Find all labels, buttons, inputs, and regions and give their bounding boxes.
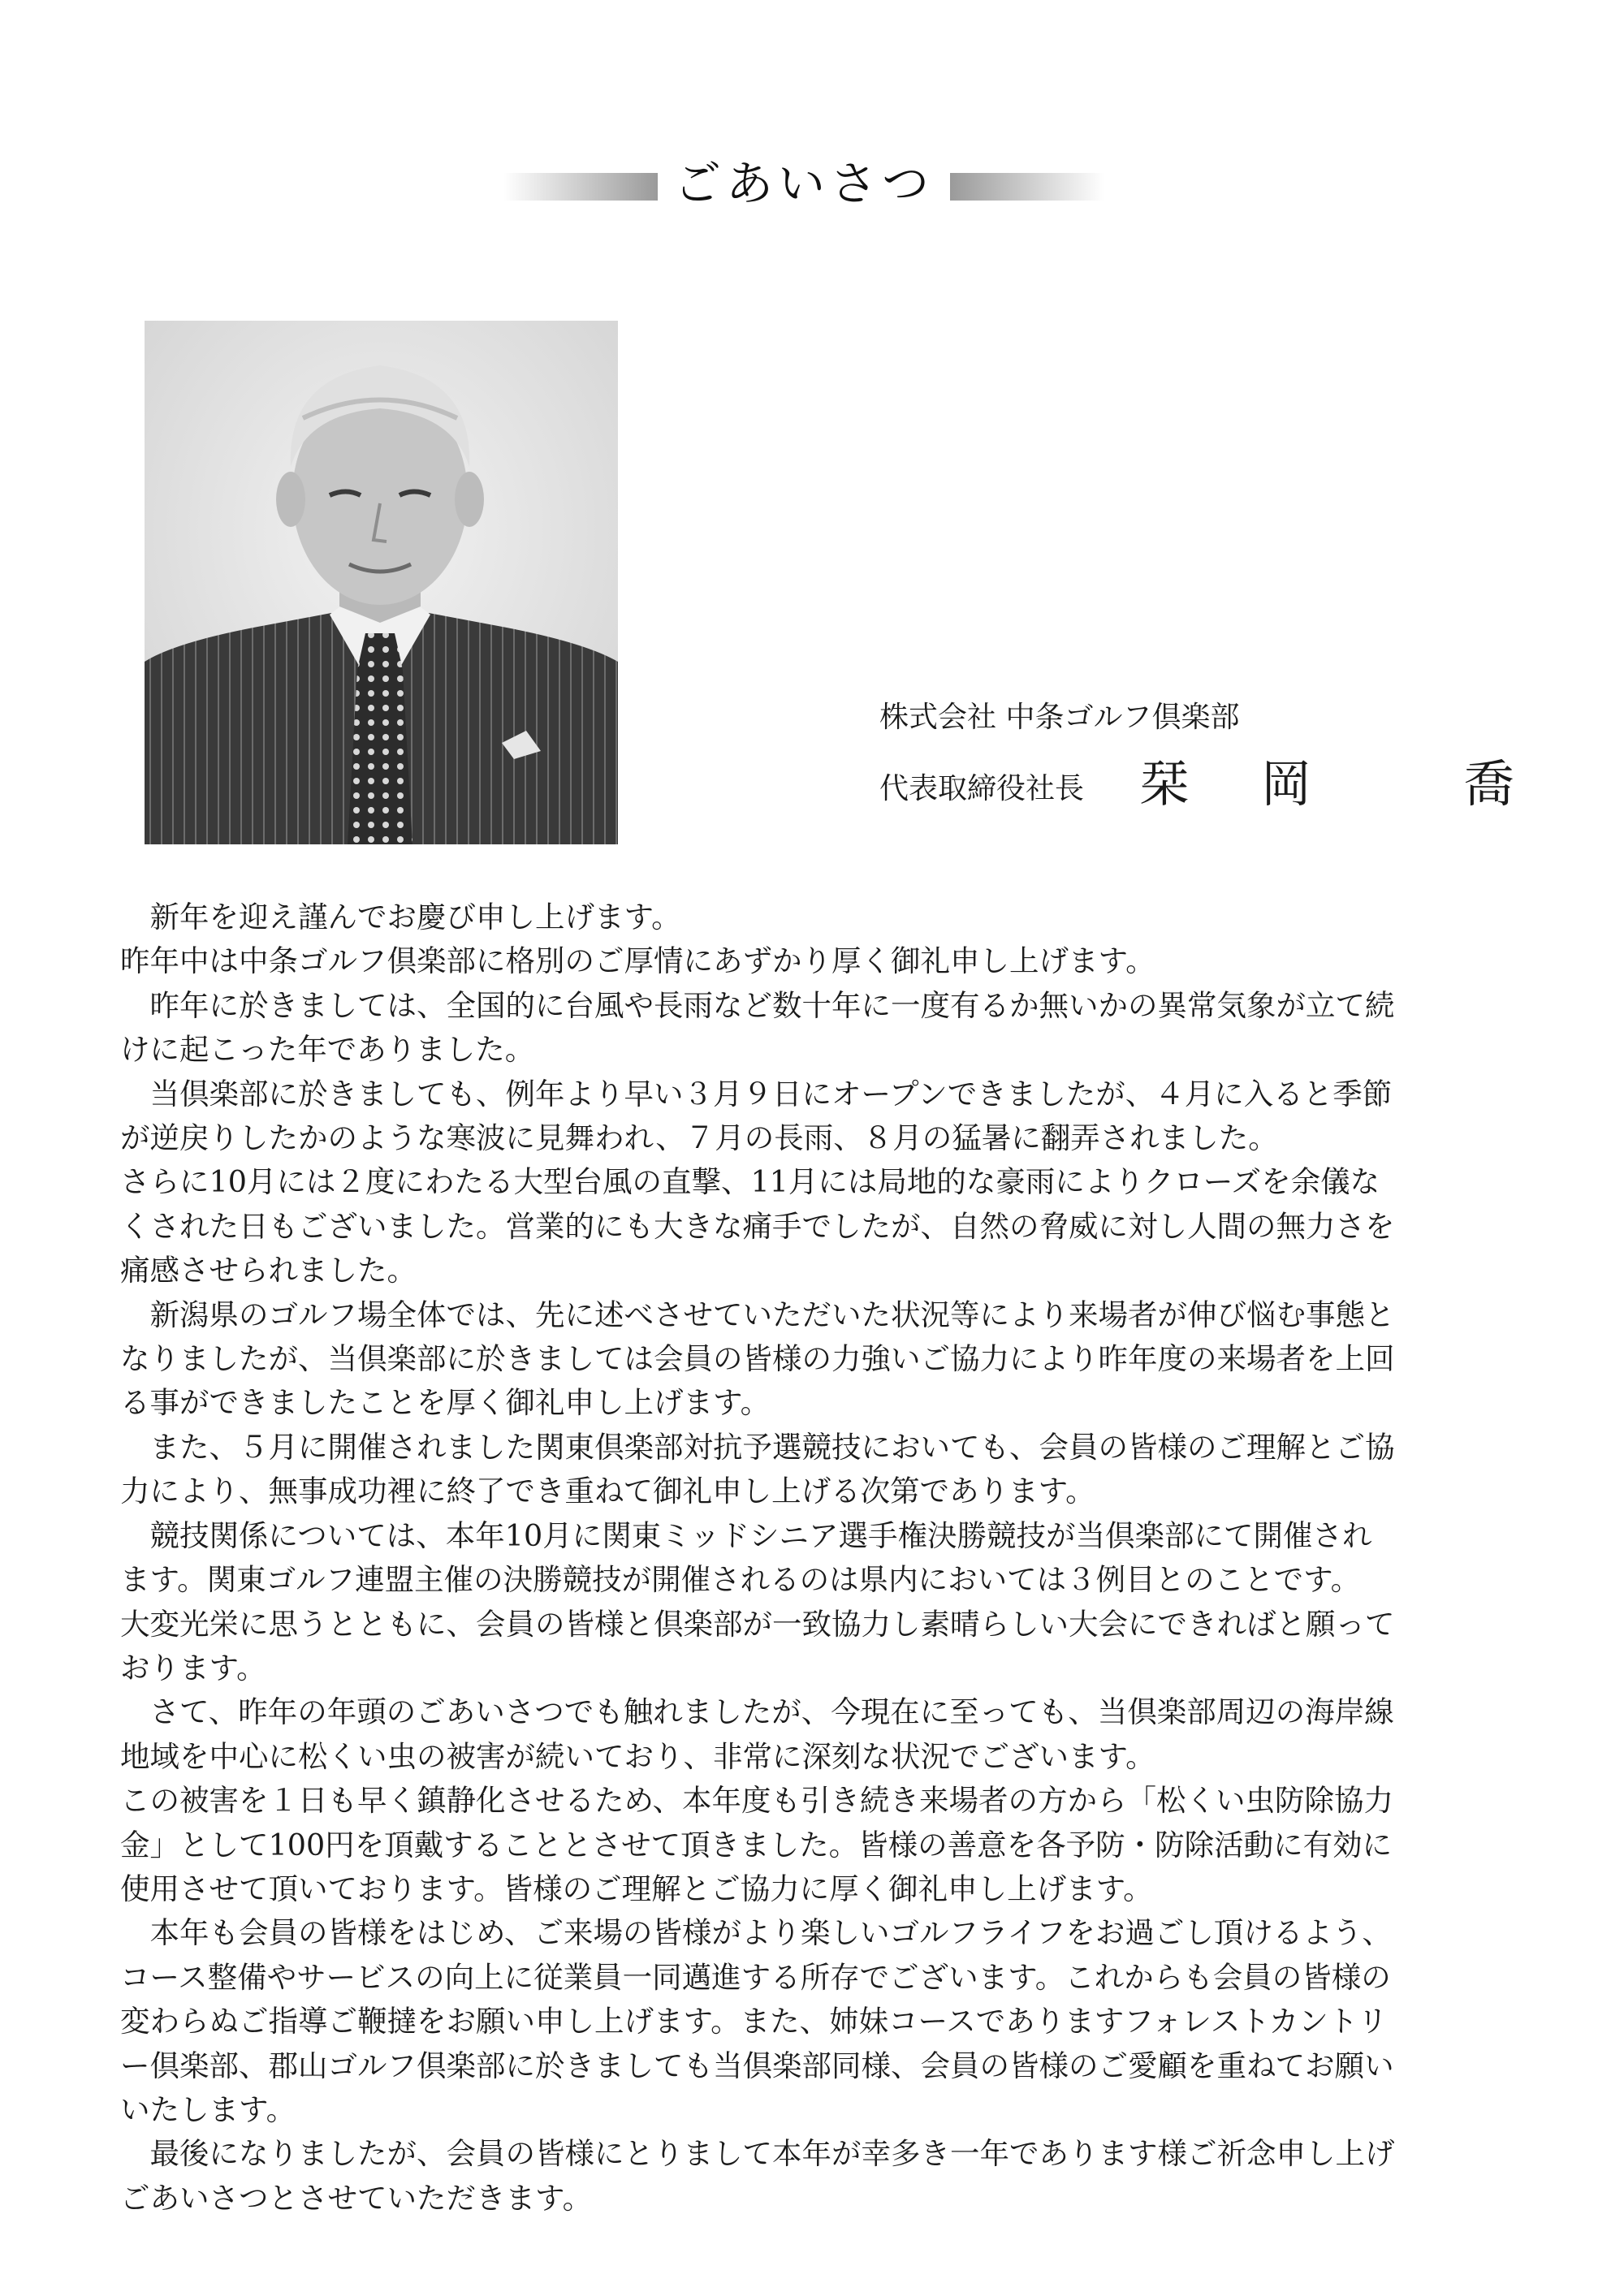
page-title: ごあいさつ [673,156,934,211]
signature-block [879,698,1529,814]
text-line: さらに10月には２度にわたる大型台風の直撃、11月には局地的な豪雨によりクローズを余儀な [120,1164,1380,1200]
president-portrait [145,321,618,844]
text-line: いたします。 [120,2091,296,2127]
text-line: なりましたが、当倶楽部に於きましては会員の皆様の力強いご協力により昨年度の来場者を上回 [120,1341,1395,1377]
president-title: 代表取締役社長 [879,772,1085,805]
signature-role-row [879,755,1529,814]
text-line: くされた日もございました。営業的にも大きな痛手でしたが、自然の脅威に対し人間の無力さを [120,1208,1395,1244]
text-line: 大変光栄に思うとともに、会員の皆様と倶楽部が一致協力し素晴らしい大会にできればと願って [120,1606,1395,1642]
text-line: 昨年中は中条ゴルフ倶楽部に格別のご厚情にあずかり厚く御礼申し上げます。 [120,943,1155,979]
text-line: また、５月に開催されました関東倶楽部対抗予選競技においても、会員の皆様のご理解とご協 [120,1429,1395,1465]
name-part: 岡 [1261,754,1312,814]
text-line: る事ができましたことを厚く御礼申し上げます。 [120,1385,771,1421]
text-line: おります。 [120,1650,266,1685]
text-line: けに起こった年でありました。 [120,1032,535,1068]
greeting-body [120,896,1510,2220]
title-fade-left [503,173,658,201]
text-line: 新潟県のゴルフ場全体では、先に述べさせていただいた状況等により来場者が伸び悩む事態と [120,1297,1395,1332]
text-line: 本年も会員の皆様をはじめ、ご来場の皆様がより楽しいゴルフライフをお過ごし頂けるよう、 [120,1915,1392,1951]
text-line: さて、昨年の年頭のごあいさつでも触れましたが、今現在に至っても、当倶楽部周辺の海岸線 [120,1694,1394,1730]
text-line: 力により、無事成功裡に終了でき重ねて御礼申し上げる次第であります。 [120,1474,1095,1509]
text-line: この被害を１日も早く鎮静化させるため、本年度も引き続き来場者の方から「松くい虫防除協力 [120,1783,1394,1819]
text-line: 昨年に於きましては、全国的に台風や長雨など数十年に一度有るか無いかの異常気象が立て続 [120,987,1395,1023]
text-line: 金」として100円を頂戴することとさせて頂きました。皆様の善意を各予防・防除活動に有効に [120,1827,1393,1862]
text-line: が逆戻りしたかのような寒波に見舞われ、７月の長雨、８月の猛暑に翻弄されました。 [120,1120,1278,1156]
text-line: 使用させて頂いております。皆様のご理解とご協力に厚く御礼申し上げます。 [120,1871,1153,1906]
text-line: 当倶楽部に於きましても、例年より早い３月９日にオープンできましたが、４月に入ると季節 [120,1076,1393,1111]
text-line: ます。関東ゴルフ連盟主催の決勝競技が開催されるのは県内においては３例目とのことです。 [120,1562,1361,1598]
text-line: 変わらぬご指導ご鞭撻をお願い申し上げます。また、姉妹コースでありますフォレストカントリ [120,2004,1388,2039]
text-line: 最後になりましたが、会員の皆様にとりまして本年が幸多き一年であります様ご祈念申し上げ [120,2136,1395,2172]
name-part: 栞 [1139,754,1190,814]
company-name: 株式会社 中条ゴルフ倶楽部 [879,701,1240,734]
title-banner [503,158,1104,209]
text-line: 競技関係については、本年10月に関東ミッドシニア選手権決勝競技が当倶楽部にて開催され [120,1517,1372,1553]
text-line: ー倶楽部、郡山ゴルフ倶楽部に於きましても当倶楽部同様、会員の皆様のご愛顧を重ねてお願い [120,2048,1394,2083]
text-line: コース整備やサービスの向上に従業員一同邁進する所存でございます。これからも会員の皆様の [120,1959,1391,1995]
title-fade-right [950,173,1104,201]
text-line: 痛感させられました。 [120,1253,417,1288]
text-line: ごあいさつとさせていただきます。 [120,2180,593,2216]
name-part: 喬 [1464,754,1515,814]
text-line: 新年を迎え謹んでお慶び申し上げます。 [120,900,681,934]
text-line: 地域を中心に松くい虫の被害が続いており、非常に深刻な状況でございます。 [120,1738,1155,1774]
